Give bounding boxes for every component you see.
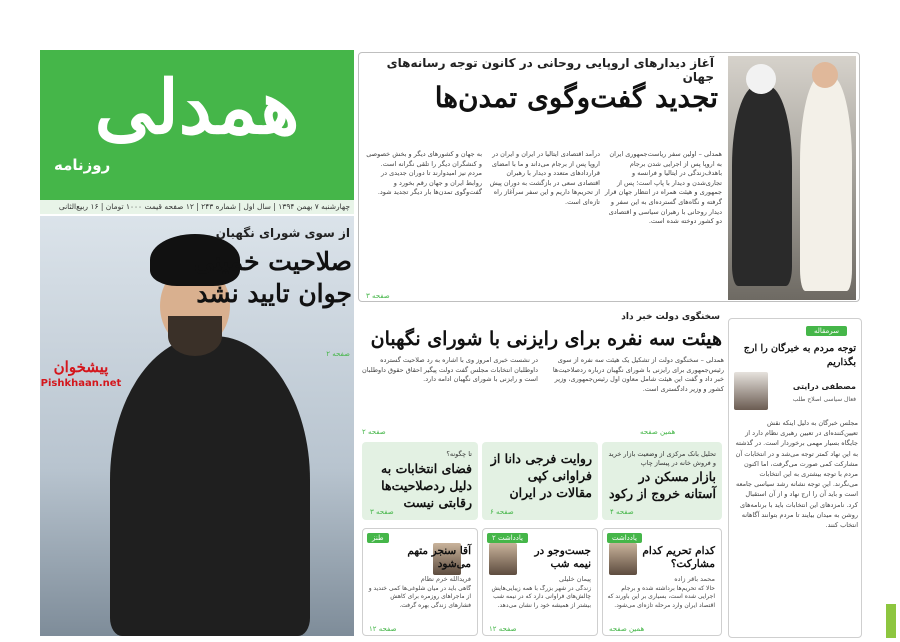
column-card-sanctions[interactable] [602, 528, 722, 636]
left-story-headline[interactable]: صلاحیت خمینی جوان تایید نشد [193, 247, 352, 308]
top-story-photo [728, 56, 856, 300]
middle-story-headline[interactable]: هیئت سه نفره برای رایزنی با شورای نگهبان [370, 328, 722, 350]
watermark-text: پیشخوان [53, 358, 109, 376]
photo-figure-left-head [746, 64, 776, 94]
top-story-body-column-2: درآمد اقتصادی ایتالیا در ایران و ایران در اروپا پس از برجام می‌داند و ما با امضای قراردادهای متعدد و دیدار با رهبران اقتصادی سعی در بازگشت به دوران پیش از تحریم‌ها داریم و این سفر سرآغاز راه تازه‌ای است. [489, 150, 600, 206]
teaser-headline: روایت فرجی دانا از فراوانی کپی مقالات در ایران [490, 451, 592, 500]
portrait-beard [168, 316, 222, 356]
teaser-page-ref: صفحه ۳ [370, 508, 394, 516]
author-avatar [489, 543, 517, 575]
teaser-elections[interactable] [362, 442, 478, 520]
teaser-page-ref: صفحه ۴ [610, 508, 634, 516]
teaser-page-ref: صفحه ۶ [490, 508, 514, 516]
middle-story-same-page-ref[interactable]: همین صفحه [640, 428, 676, 436]
top-story-body-column-3: به جهان و کشورهای دیگر و بخش خصوصی و کنشگران دیگر را تلقی نگرانه است. مردم نیز امیدوارند تا دوران جدیدی در روابط ایران و جهان رقم بخورد و گفت‌وگوی تمدن‌ها بار دیگر تجدید شود. [366, 150, 482, 197]
top-story-page-ref[interactable]: صفحه ۳ [366, 292, 390, 300]
dateline: چهارشنبه ۷ بهمن ۱۳۹۴ | سال اول | شماره ۲۴۳ | ۱۲ صفحه قیمت ۱۰۰۰ تومان | ۱۶ ربیع‌الثانی [40, 200, 354, 214]
card-author: محمد باقر زاده [674, 575, 715, 583]
teaser-headline: فضای انتخابات به دلیل ردصلاحیت‌ها رقابتی نیست [381, 461, 472, 510]
left-story-page-ref[interactable]: صفحه ۲ [326, 350, 350, 358]
teaser-kicker: تحلیل بانک مرکزی از وضعیت بازار خرید و فروش خانه در پیساز چاپ [608, 450, 716, 467]
middle-story-kicker: سخنگوی دولت خبر داد [621, 312, 720, 322]
editorial-author-role: فعال سیاسی اصلاح طلب [792, 396, 856, 403]
editorial-label: سرمقاله [806, 326, 847, 336]
photo-figure-left [732, 86, 792, 286]
card-author: پیمان خلیلی [558, 575, 591, 583]
card-label: یادداشت ۲ [487, 533, 528, 543]
editorial-title[interactable]: توجه مردم به خبرگان را ارج بگذاریم [743, 343, 856, 368]
teaser-headline: بازار مسکن در آستانه خروج از رکود [608, 469, 716, 501]
newspaper-logo: همدلی [94, 65, 300, 151]
page-edge-tab [886, 604, 896, 638]
editorial-author: مصطفی درایتی [792, 382, 856, 391]
newspaper-logo-subtitle: روزنامه [54, 156, 111, 174]
card-body: گاهی باید در میان شلوغی‌ها کمی خندید و از ماجراهای روزمره برای کاهش فشارهای زندگی بهره گرفت. [368, 585, 471, 609]
portrait-body [110, 336, 310, 636]
author-avatar [609, 543, 637, 575]
teaser-housing-market[interactable] [602, 442, 722, 520]
column-card-midnight[interactable] [482, 528, 598, 636]
left-story-kicker: از سوی شورای نگهبان [215, 226, 350, 240]
card-author: فریدالله خرم نظام [420, 575, 471, 583]
top-story-body-column-1: همدلی – اولین سفر رياست‌جمهوری ایران به اروپا پس از اجرایی شدن برجام با‌هدف‌زندگی در ایتالیا و فرانسه و تجاری‌شدن و دیدار با پاپ است؛ پس از جمهوری و هیئت همراه در انتظار جهان قرار گرفته و نگاه‌های گسترده‌ای به این سفر و دیدار روحانی با رهبران سیاسی و اقتصادی دو کشور دوخته شده است. [604, 150, 722, 226]
card-page-ref: صفحه ۱۲ [369, 625, 397, 633]
photo-figure-right-head [812, 62, 838, 88]
editorial-body: مجلس خبرگان به دلیل اینکه نقش تعیین‌کننده‌ای در تعیین رهبری نظام دارد از جایگاه بسیار مهمی برخوردار است. در گذشته به این نهاد کمتر توجه می‌شد و در انتخابات آن مشارکت کمی صورت می‌گرفت، اما اکنون مردم با توجه بیشتری به این انتخابات می‌نگرند. این توجه نشانه رشد سیاسی جامعه است و باید آن را ارج نهاد و از آن استقبال کرد. نامزدهای این انتخابات باید با برنامه‌های روشن به میدان بیایند تا مردم بتوانند آگاهانه انتخاب کنند. [735, 419, 858, 530]
middle-story-body-column-1: همدلی – سخنگوی دولت از تشکیل یک هیئت سه نفره از سوی رئیس‌جمهوری برای رایزنی با شورای نگهبان درباره ردصلاحیت‌ها خبر داد و گفت این هیئت شامل معاون اول رئیس‌جمهوری، وزیر کشور و وزیر دادگستری است. [552, 356, 724, 393]
card-title: جست‌وجو در نیمه شب [534, 545, 591, 570]
card-title: آقا سنجر متهم می‌شود [407, 545, 471, 570]
card-title: کدام تحریم کدام مشارکت؟ [642, 545, 715, 570]
column-card-satire[interactable] [362, 528, 478, 636]
card-label: طنز [367, 533, 389, 543]
teaser-kicker: تا چگونه؟ [446, 450, 472, 458]
card-body: زندگی در شهر بزرگ با همه زیبایی‌هایش چالش‌های فراوانی دارد که در نیمه شب بیشتر از همیشه خود را نشان می‌دهد. [491, 585, 591, 609]
card-body: حالا که تحریم‌ها برداشته شده و برجام اجرایی شده است، بسیاری بر این باورند که اقتصاد ایران وارد مرحله تازه‌ای می‌شود. [607, 585, 715, 609]
top-story-kicker: آغاز دیدارهای اروپایی روحانی در کانون توجه رسانه‌های جهان [386, 56, 714, 84]
card-page-ref: صفحه ۱۲ [489, 625, 517, 633]
middle-story-body-column-2: در نشست خبری امروز وی با اشاره به رد صلاحیت گسترده داوطلبان انتخابات مجلس گفت دولت پیگیر احقاق حقوق داوطلبان است و رایزنی با شورای نگهبان ادامه دارد. [362, 356, 538, 384]
top-story-headline[interactable]: تجدید گفت‌وگوی تمدن‌ها [434, 81, 718, 114]
photo-figure-right [800, 76, 852, 291]
editorial-author-avatar [734, 372, 768, 410]
card-label: یادداشت [607, 533, 642, 543]
teaser-article-copying[interactable] [482, 442, 598, 520]
middle-story-page-ref[interactable]: صفحه ۲ [362, 428, 386, 436]
card-page-ref: همین صفحه [609, 625, 645, 633]
watermark [26, 358, 136, 389]
masthead [40, 50, 354, 200]
watermark-url: Pishkhaan.net [40, 378, 122, 389]
